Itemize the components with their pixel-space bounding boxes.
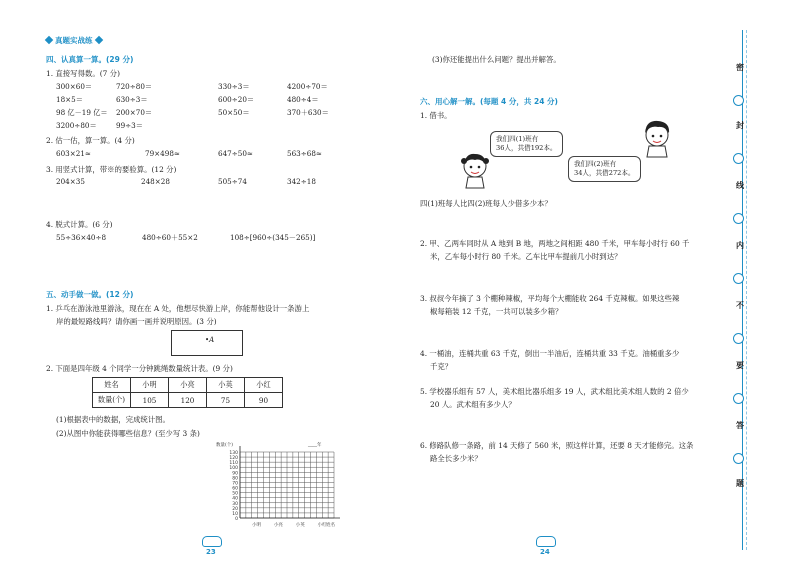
page-badge-right [536, 536, 556, 547]
problem-5-line1: 5. 学校器乐组有 57 人，美术组比器乐组多 19 人，武术组比美术组人数的 2 倍少 [420, 387, 689, 396]
question-5-1-line2: 岸的最短路线吗？请你画一画并说明原因。(3 分) [56, 317, 217, 326]
estimate-item: 647÷50≈ [218, 149, 253, 158]
seal-char: 线 [736, 180, 744, 190]
oral-item: 300×60＝ [56, 82, 93, 91]
stepwise-item: 108÷[960÷(345－265)] [230, 233, 316, 242]
oral-item: 98 亿－19 亿＝ [56, 108, 108, 117]
page-number-right: 24 [540, 548, 550, 556]
oral-item: 4200÷70＝ [287, 82, 328, 91]
question-5-2-3: (3)你还能提出什么问题？提出并解答。 [432, 55, 561, 64]
seal-knob-icon [733, 213, 744, 224]
banner-text: 真题实战练 [55, 35, 93, 45]
section-6-title: 六、用心解一解。(每题 4 分，共 24 分) [420, 97, 558, 106]
vertical-item: 248×28 [141, 177, 170, 186]
problem-4-line2: 千克？ [430, 362, 453, 371]
section-banner [46, 34, 102, 46]
question-4-4: 4. 脱式计算。(6 分) [46, 220, 113, 229]
seal-knob-icon [733, 273, 744, 284]
oral-item: 370＋630＝ [287, 108, 329, 117]
table-header-cell: 小红 [245, 378, 283, 393]
problem-3-line2: 椒每箱装 12 千克，一共可以装多少箱？ [430, 307, 563, 316]
y-tick-label: 100 [229, 466, 238, 472]
estimate-item: 79×498≈ [145, 149, 180, 158]
oral-item: 480÷4＝ [287, 95, 319, 104]
speech-bubble-1 [490, 131, 563, 157]
y-tick-label: 120 [229, 456, 238, 462]
section-5-title: 五、动手做一做。(12 分) [46, 290, 134, 299]
diamond-icon [45, 36, 53, 44]
pool-box [171, 330, 243, 356]
y-tick-label: 90 [232, 471, 238, 477]
page-number-left: 23 [206, 548, 216, 556]
sub-question-2: (2)从图中你能获得哪些信息？(至少写 3 条) [56, 429, 200, 438]
y-tick-label: 30 [232, 501, 238, 507]
seal-dash-line [746, 30, 747, 550]
table-cell: 105 [131, 393, 169, 408]
problem-2-line1: 2. 甲、乙两车同时从 A 地到 B 地，两地之间相距 480 千米，甲车每小时行 60 千 [420, 239, 690, 248]
estimate-item: 563÷68≈ [287, 149, 322, 158]
table-header-cell: 姓名 [93, 378, 131, 393]
oral-item: 330÷3＝ [218, 82, 250, 91]
seal-char: 密 [736, 62, 744, 72]
speech-bubble-2 [568, 156, 641, 182]
problem-6-line1: 6. 修路队修一条路，前 14 天修了 560 米，照这样计算，还要 8 天才能修完。这条 [420, 441, 694, 450]
seal-knob-icon [733, 333, 744, 344]
y-tick-label: 20 [232, 506, 238, 512]
oral-item: 18×5＝ [56, 95, 83, 104]
oral-item: 630÷3＝ [116, 95, 148, 104]
x-tick-label: 小红 [317, 523, 327, 528]
y-tick-label: 70 [232, 481, 238, 487]
section-4-title: 四、认真算一算。(29 分) [46, 55, 134, 64]
seal-char: 不 [736, 300, 744, 310]
table-cell: 数量(个) [93, 393, 131, 408]
question-4-2: 2. 估一估，算一算。(4 分) [46, 136, 135, 145]
seal-char: 答 [736, 420, 744, 430]
table-cell: 75 [207, 393, 245, 408]
table-header-cell: 小亮 [169, 378, 207, 393]
oral-item: 3200÷80＝ [56, 121, 97, 130]
vertical-item: 342÷18 [287, 177, 316, 186]
oral-item: 600÷20＝ [218, 95, 255, 104]
question-4-1: 1. 直接写得数。(7 分) [46, 69, 120, 78]
table-data-row [93, 393, 283, 408]
seal-knob-icon [733, 393, 744, 404]
seal-char: 封 [736, 120, 744, 130]
y-tick-label: 110 [229, 461, 238, 467]
diamond-icon [94, 36, 102, 44]
stepwise-item: 480÷60＋55×2 [142, 233, 198, 242]
table-cell: 90 [245, 393, 283, 408]
y-tick-label: 80 [232, 476, 238, 482]
jump-rope-table [92, 377, 283, 408]
y-tick-label: 40 [232, 496, 238, 502]
problem-1-question: 四(1)班每人比四(2)班每人少借多少本？ [420, 199, 552, 208]
problem-3-line1: 3. 叔叔今年摘了 3 个棚种辣椒，平均每个大棚能收 264 千克辣椒。如果这些辣 [420, 294, 680, 303]
girl-icon [458, 150, 492, 190]
y-tick-label: 0 [235, 517, 238, 522]
oral-item: 99÷3＝ [116, 121, 143, 130]
vertical-item: 204×35 [56, 177, 85, 186]
oral-item: 50×50＝ [218, 108, 250, 117]
y-tick-label: 10 [232, 511, 238, 517]
x-axis-label: 姓名 [326, 523, 335, 528]
oral-item: 720÷80＝ [116, 82, 153, 91]
table-header-cell: 小英 [207, 378, 245, 393]
problem-1: 1. 借书。 [420, 111, 452, 120]
seal-char: 题 [736, 478, 744, 488]
estimate-item: 603×21≈ [56, 149, 91, 158]
y-tick-label: 130 [229, 451, 238, 456]
x-tick-label: 小英 [295, 523, 305, 528]
problem-6-line2: 路全长多少米？ [430, 454, 482, 463]
bubble-1-line2: 36人，共借192本。 [496, 144, 557, 152]
bubble-1-line1: 我们四(1)班有 [496, 135, 539, 143]
problem-5-line2: 20 人。武术组有多少人？ [430, 400, 516, 409]
question-5-1-line1: 1. 乒乓在游泳池里游泳，现在在 A 处，他想尽快游上岸，你能帮他设计一条游上 [46, 304, 310, 313]
bubble-2-line1: 我们四(2)班有 [574, 160, 617, 168]
x-tick-label: 小亮 [273, 523, 283, 528]
vertical-item: 505÷74 [218, 177, 247, 186]
table-cell: 120 [169, 393, 207, 408]
stepwise-item: 55÷36×40÷8 [56, 233, 107, 242]
question-5-2: 2. 下面是四年级 4 个同学一分钟跳绳数量统计表。(9 分) [46, 364, 233, 373]
sub-question-1: (1)根据表中的数据，完成统计图。 [56, 415, 170, 424]
oral-item: 200×70＝ [116, 108, 153, 117]
year-label: ____年 [308, 443, 322, 448]
boy-icon [640, 118, 674, 158]
seal-line-strip [724, 30, 764, 550]
y-tick-label: 50 [232, 491, 238, 497]
y-tick-label: 60 [232, 486, 238, 492]
seal-line [742, 30, 743, 550]
seal-char: 内 [736, 240, 744, 250]
problem-4-line1: 4. 一桶油，连桶共重 63 千克，倒出一半油后，连桶共重 33 千克。油桶重多少 [420, 349, 680, 358]
bubble-2-line2: 34人，共借272本。 [574, 169, 635, 177]
problem-2-line2: 米，乙车每小时行 80 千米。乙车比甲车提前几小时到达？ [430, 252, 622, 261]
seal-knob-icon [733, 153, 744, 164]
table-header-row [93, 378, 283, 393]
x-tick-label: 小明 [252, 523, 261, 528]
point-a: •A [205, 336, 215, 344]
seal-knob-icon [733, 95, 744, 106]
bar-chart [214, 440, 354, 532]
question-4-3: 3. 用竖式计算，带※的要验算。(12 分) [46, 165, 177, 174]
y-axis-label: 数量(个) [216, 443, 234, 448]
seal-knob-icon [733, 453, 744, 464]
table-header-cell: 小明 [131, 378, 169, 393]
seal-char: 要 [736, 360, 744, 370]
page-badge-left [202, 536, 222, 547]
